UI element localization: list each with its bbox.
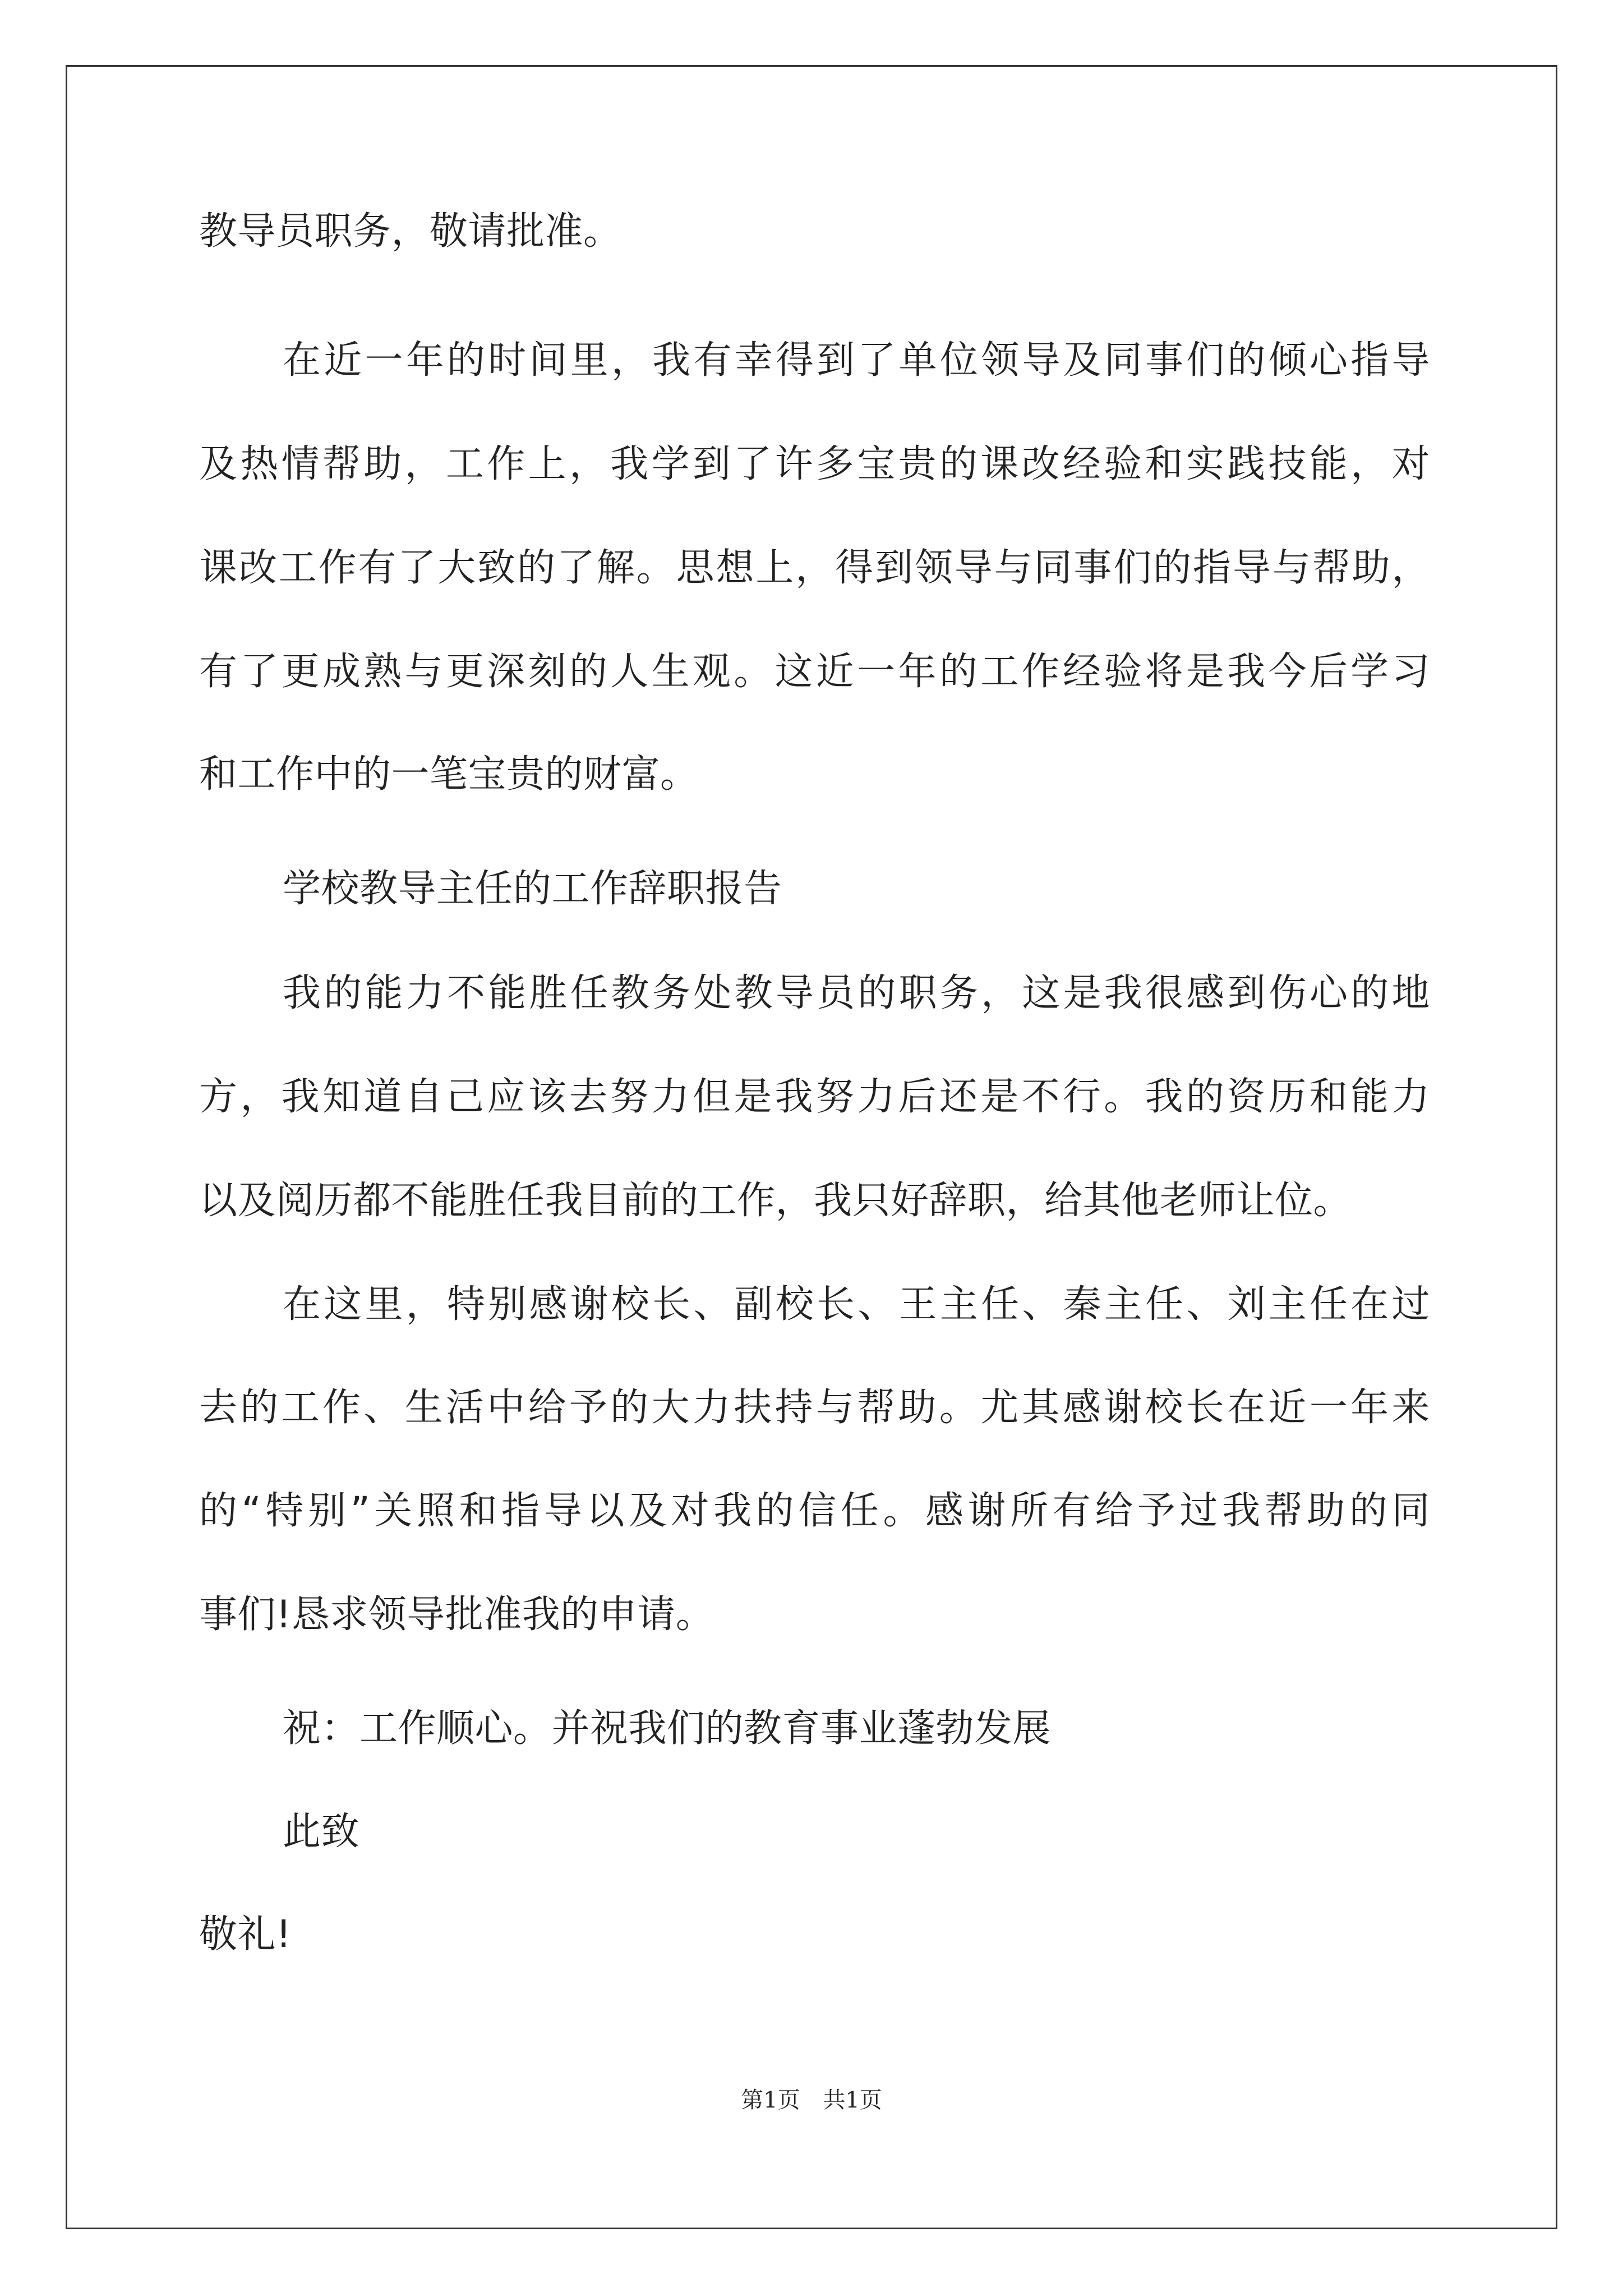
paragraph-first-line: 在这里，特别感谢校长、副校长、王主任、秦主任、刘主任在过: [283, 1282, 1430, 1327]
text-line: 课改工作有了大致的了解。思想上，得到领导与同事们的指导与帮助，: [199, 546, 1430, 590]
text-line: 去的工作、生活中给予的大力扶持与帮助。尤其感谢校长在近一年来: [199, 1386, 1430, 1430]
page-number: 第1页: [741, 2087, 800, 2113]
page-footer: [0, 2085, 1623, 2116]
closing-wish: 祝：工作顺心。并祝我们的教育事业蓬勃发展: [283, 1706, 1052, 1751]
text-line: 及热情帮助，工作上，我学到了许多宝贵的课改经验和实践技能，对: [199, 442, 1430, 486]
page-total: 共1页: [823, 2087, 882, 2113]
text-line: 以及阅历都不能胜任我目前的工作，我只好辞职，给其他老师让位。: [199, 1179, 1352, 1223]
paragraph-first-line: 在近一年的时间里，我有幸得到了单位领导及同事们的倾心指导: [283, 338, 1430, 383]
text-line: 的“特别”关照和指导以及对我的信任。感谢所有给予过我帮助的同: [199, 1489, 1430, 1533]
page-border: [66, 65, 1557, 2229]
closing-salutation: 此致: [283, 1810, 360, 1854]
text-line: 有了更成熟与更深刻的人生观。这近一年的工作经验将是我今后学习: [199, 650, 1430, 694]
text-line: 事们!恳求领导批准我的申请。: [199, 1593, 714, 1637]
text-line: 和工作中的一笔宝贵的财富。: [199, 752, 699, 797]
text-line: 方，我知道自己应该去努力但是我努力后还是不行。我的资历和能力: [199, 1075, 1430, 1119]
text-line: 教导员职务，敬请批准。: [199, 209, 622, 254]
paragraph-first-line: 我的能力不能胜任教务处教导员的职务，这是我很感到伤心的地: [283, 971, 1430, 1015]
closing-regards: 敬礼!: [199, 1912, 292, 1957]
section-heading: 学校教导主任的工作辞职报告: [283, 867, 782, 911]
